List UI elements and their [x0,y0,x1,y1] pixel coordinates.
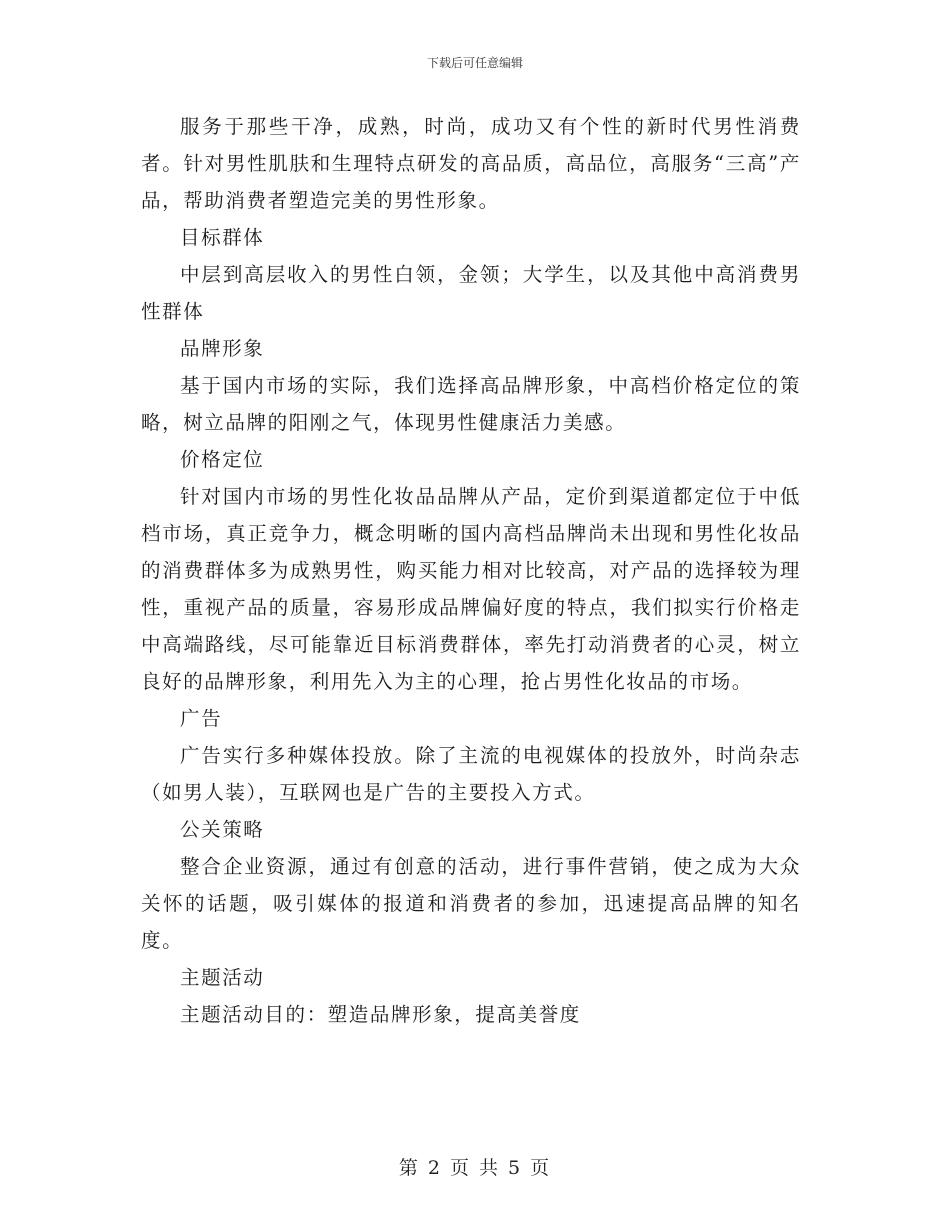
heading-price-positioning: 价格定位 [180,448,265,471]
paragraph-price-positioning: 针对国内市场的男性化妆品品牌从产品，定价到渠道都定位于中低档市场，真正竞争力，概念明晰的国内高档品牌尚未出现和男性化妆品的消费群体多为成熟男性，购买能力相对比较高，对产品的选择较为理性，重视产品的质量，容易形成品牌偏好度的特点，我们拟实行价格走中高端路线，尽可能靠近目标消费群体，率先打动消费者的心灵，树立良好的品牌形象，利用先入为主的心理，抢占男性化妆品的市场。 [141,485,801,693]
heading-pr-strategy: 公关策略 [180,818,265,841]
heading-brand-image: 品牌形象 [180,337,265,360]
paragraph-intro: 服务于那些干净，成熟，时尚，成功又有个性的新时代男性消费者。针对男性肌肤和生理特点研发的高品质，高品位，高服务“三高”产品，帮助消费者塑造完美的男性形象。 [141,115,801,212]
heading-target-group: 目标群体 [180,226,265,249]
header-note: 下载后可任意编辑 [426,56,523,70]
paragraph-target-group: 中层到高层收入的男性白领，金领；大学生，以及其他中高消费男性群体 [141,263,801,323]
paragraph-pr-strategy: 整合企业资源，通过有创意的活动，进行事件营销，使之成为大众关怀的话题，吸引媒体的报道和消费者的参加，迅速提高品牌的知名度。 [141,855,801,952]
paragraph-theme-activity: 主题活动目的：塑造品牌形象，提高美誉度 [180,1003,581,1026]
paragraph-brand-image: 基于国内市场的实际，我们选择高品牌形象，中高档价格定位的策略，树立品牌的阳刚之气，体现男性健康活力美感。 [141,374,801,434]
heading-theme-activity: 主题活动 [180,966,265,989]
page-number: 第 2 页 共 5 页 [398,1157,552,1179]
paragraph-advertising: 广告实行多种媒体投放。除了主流的电视媒体的投放外，时尚杂志（如男人装），互联网也是广告的主要投入方式。 [141,744,801,804]
document-body [141,108,801,1033]
heading-advertising: 广告 [180,707,223,730]
